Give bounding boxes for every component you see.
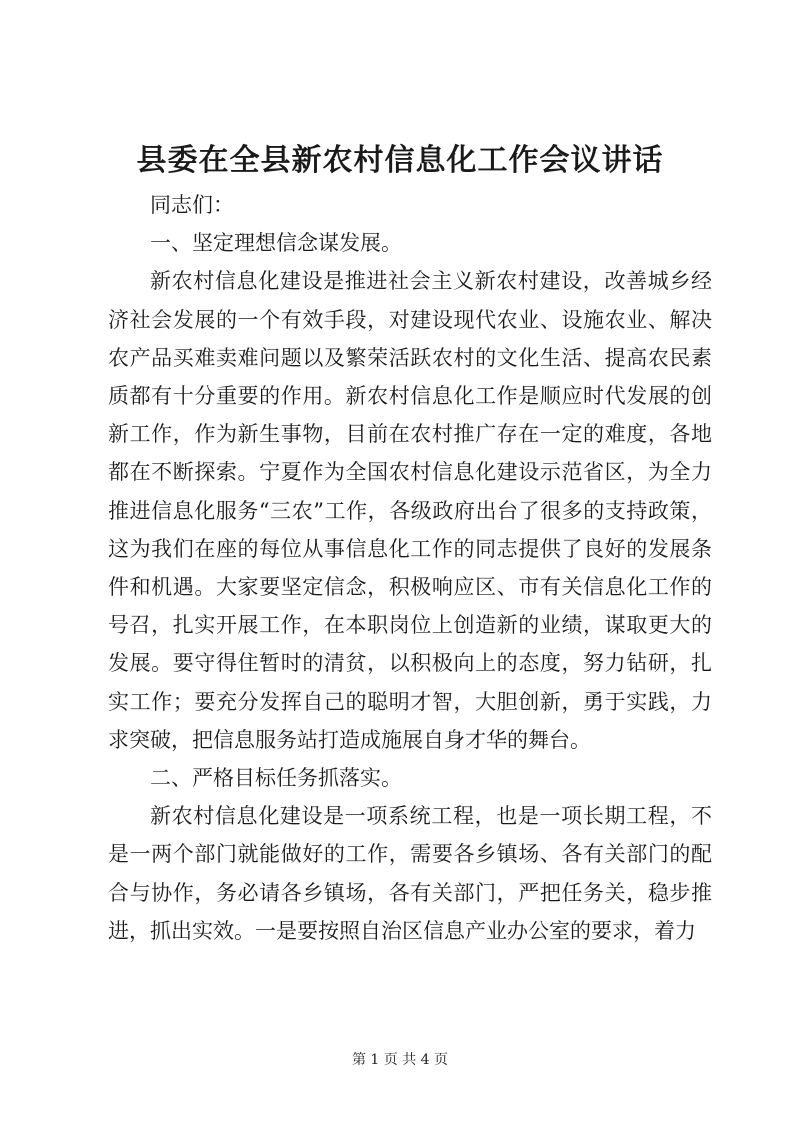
document-title: 县委在全县新农村信息化工作会议讲话: [136, 143, 664, 178]
salutation: 同志们：: [150, 193, 234, 217]
paragraph-1: 新农村信息化建设是推进社会主义新农村建设，改善城乡经济社会发展的一个有效手段，对建设现代农业、设施农业、解决农产品买难卖难问题以及繁荣活跃农村的文化生活、提高农民素质都有十分重要的作用。新农村信息化工作是顺应时代发展的创新工作，作为新生事物，目前在农村推广存在一定的难度，各地都在不断探索。宁夏作为全国农村信息化建设示范省区，为全力推进信息化服务“三农”工作，各级政府出台了很多的支持政策，这为我们在座的每位从事信息化工作的同志提供了良好的发展条件和机遇。大家要坚定信念，积极响应区、市有关信息化工作的号召，扎实开展工作，在本职岗位上创造新的业绩，谋取更大的发展。要守得住暂时的清贫，以积极向上的态度，努力钻研，扎实工作；要充分发挥自己的聪明才智，大胆创新，勇于实践，力求突破，把信息服务站打造成施展自身才华的舞台。: [108, 269, 712, 752]
page-footer: 第 1 页 共 4 页: [351, 1052, 449, 1068]
document-body: [108, 186, 712, 950]
paragraph-2: 新农村信息化建设是一项系统工程，也是一项长期工程，不是一两个部门就能做好的工作，需要各乡镇场、各有关部门的配合与协作，务必请各乡镇场，各有关部门，严把任务关，稳步推进，抓出实效。一是要按照自治区信息产业办公室的要求，着力: [108, 804, 712, 943]
section-heading-2: 二、严格目标任务抓落实。: [150, 766, 402, 791]
section-heading-1: 一、坚定理想信念谋发展。: [150, 231, 402, 256]
